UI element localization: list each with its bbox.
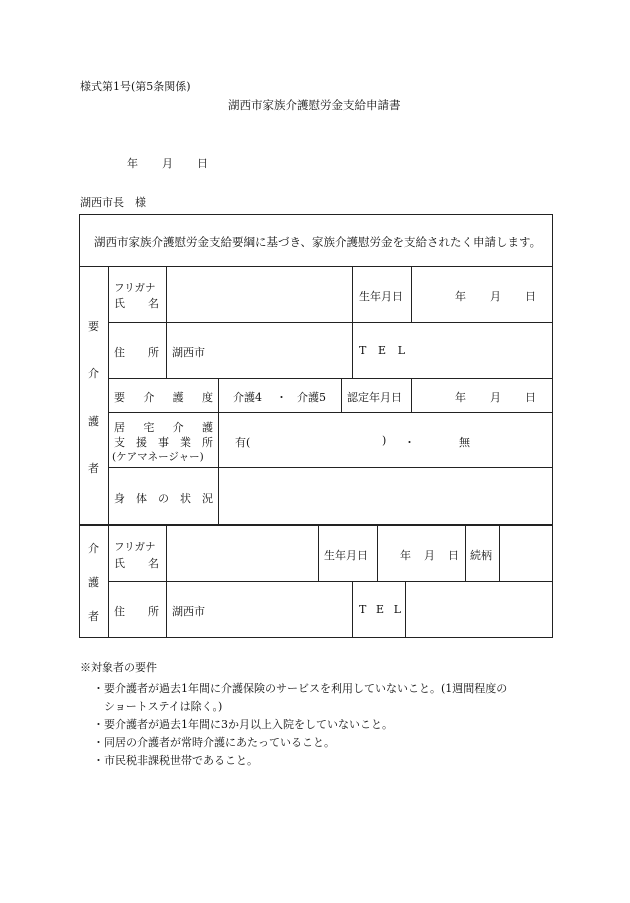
section-char: 者 <box>88 610 99 623</box>
requirement-item: ・要介護者が過去1年間に3か月以上入院をしていないこと。 <box>93 718 393 731</box>
section-char: 介 <box>88 542 99 555</box>
care-manager-close-paren: ) <box>382 434 387 447</box>
care-level-option-5[interactable]: 介護5 <box>297 391 326 404</box>
care-manager-name-field[interactable] <box>262 423 377 453</box>
care-recipient-section-label <box>79 318 108 476</box>
recipient-birth-month: 月 <box>490 290 501 303</box>
care-level-separator: ・ <box>276 391 287 404</box>
recipient-birthdate-field[interactable] <box>412 267 552 321</box>
caregiver-address-label: 住 所 <box>114 605 159 618</box>
caregiver-birth-label: 生年月日 <box>324 549 368 562</box>
section-char: 護 <box>88 576 99 589</box>
column-line <box>341 378 342 412</box>
caregiver-birth-day: 日 <box>448 549 459 562</box>
caregiver-section-label <box>79 540 108 624</box>
recipient-tel-field[interactable] <box>412 323 552 377</box>
section-char: 護 <box>88 414 99 428</box>
recipient-tel-label: T E L <box>359 344 405 357</box>
requirement-item: ・市民税非課税世帯であること。 <box>93 754 258 767</box>
addressee: 湖西市長 様 <box>80 196 146 209</box>
section-char: 要 <box>88 320 99 333</box>
cert-date-day: 日 <box>525 391 536 404</box>
column-line <box>352 581 353 638</box>
caregiver-furigana-label: フリガナ <box>114 541 156 553</box>
caregiver-tel-field[interactable] <box>406 582 552 637</box>
date-year-label: 年 <box>127 157 138 170</box>
cert-date-field[interactable] <box>412 379 552 411</box>
care-manager-label-line1: 居 宅 介 護 <box>114 421 213 434</box>
requirement-item-continuation: ショートステイは除く。) <box>104 700 223 713</box>
recipient-name-field[interactable] <box>167 267 351 321</box>
recipient-birth-year: 年 <box>455 290 466 303</box>
requirements-heading: ※対象者の要件 <box>80 661 157 674</box>
care-manager-no-option[interactable]: 無 <box>459 436 470 449</box>
caregiver-relation-field[interactable] <box>500 526 552 580</box>
column-line <box>465 524 466 581</box>
caregiver-relation-label: 続柄 <box>470 549 492 562</box>
application-statement: 湖西市家族介護慰労金支給要綱に基づき、家族介護慰労金を支給されたく申請します。 <box>94 235 542 249</box>
document-title: 湖西市家族介護慰労金支給申請書 <box>228 98 401 112</box>
date-month-label: 月 <box>162 157 173 170</box>
recipient-birth-day: 日 <box>525 290 536 303</box>
form-number: 様式第1号(第5条関係) <box>80 80 191 93</box>
caregiver-birth-year: 年 <box>400 549 411 562</box>
column-line <box>352 266 353 378</box>
care-level-label: 要 介 護 度 <box>114 391 213 404</box>
physical-condition-label: 身 体 の 状 況 <box>114 492 213 505</box>
recipient-furigana-label: フリガナ <box>114 282 156 294</box>
recipient-address-value[interactable]: 湖西市 <box>172 346 205 359</box>
cert-date-label: 認定年月日 <box>347 391 402 404</box>
care-manager-separator: ・ <box>404 436 415 449</box>
caregiver-name-field[interactable] <box>167 526 317 580</box>
requirement-item: ・要介護者が過去1年間に介護保険のサービスを利用していないこと。(1週間程度の <box>93 682 508 695</box>
cert-date-month: 月 <box>490 391 501 404</box>
recipient-name-label: 氏 名 <box>114 297 159 310</box>
recipient-address-label: 住 所 <box>114 346 159 359</box>
requirement-item: ・同居の介護者が常時介護にあたっていること。 <box>93 736 335 749</box>
caregiver-birth-month: 月 <box>424 549 435 562</box>
column-line <box>318 524 319 581</box>
recipient-birth-label: 生年月日 <box>359 290 403 303</box>
cert-date-year: 年 <box>455 391 466 404</box>
section-char: 介 <box>88 367 99 381</box>
section-char: 者 <box>88 461 99 475</box>
caregiver-address-value[interactable]: 湖西市 <box>172 605 205 618</box>
section-label-column-line <box>108 266 109 638</box>
caregiver-name-label: 氏 名 <box>114 557 159 570</box>
care-level-option-4[interactable]: 介護4 <box>233 391 262 404</box>
caregiver-birthdate-field[interactable] <box>378 526 464 580</box>
date-day-label: 日 <box>197 157 208 170</box>
row-divider <box>108 412 553 413</box>
care-manager-yes-option[interactable]: 有( <box>235 436 251 449</box>
care-manager-label-line2: 支 援 事 業 所 <box>114 436 213 449</box>
physical-condition-field[interactable] <box>219 468 552 523</box>
care-manager-label-line3: (ケアマネージャー) <box>112 451 204 463</box>
caregiver-tel-label: T E L <box>359 603 401 616</box>
